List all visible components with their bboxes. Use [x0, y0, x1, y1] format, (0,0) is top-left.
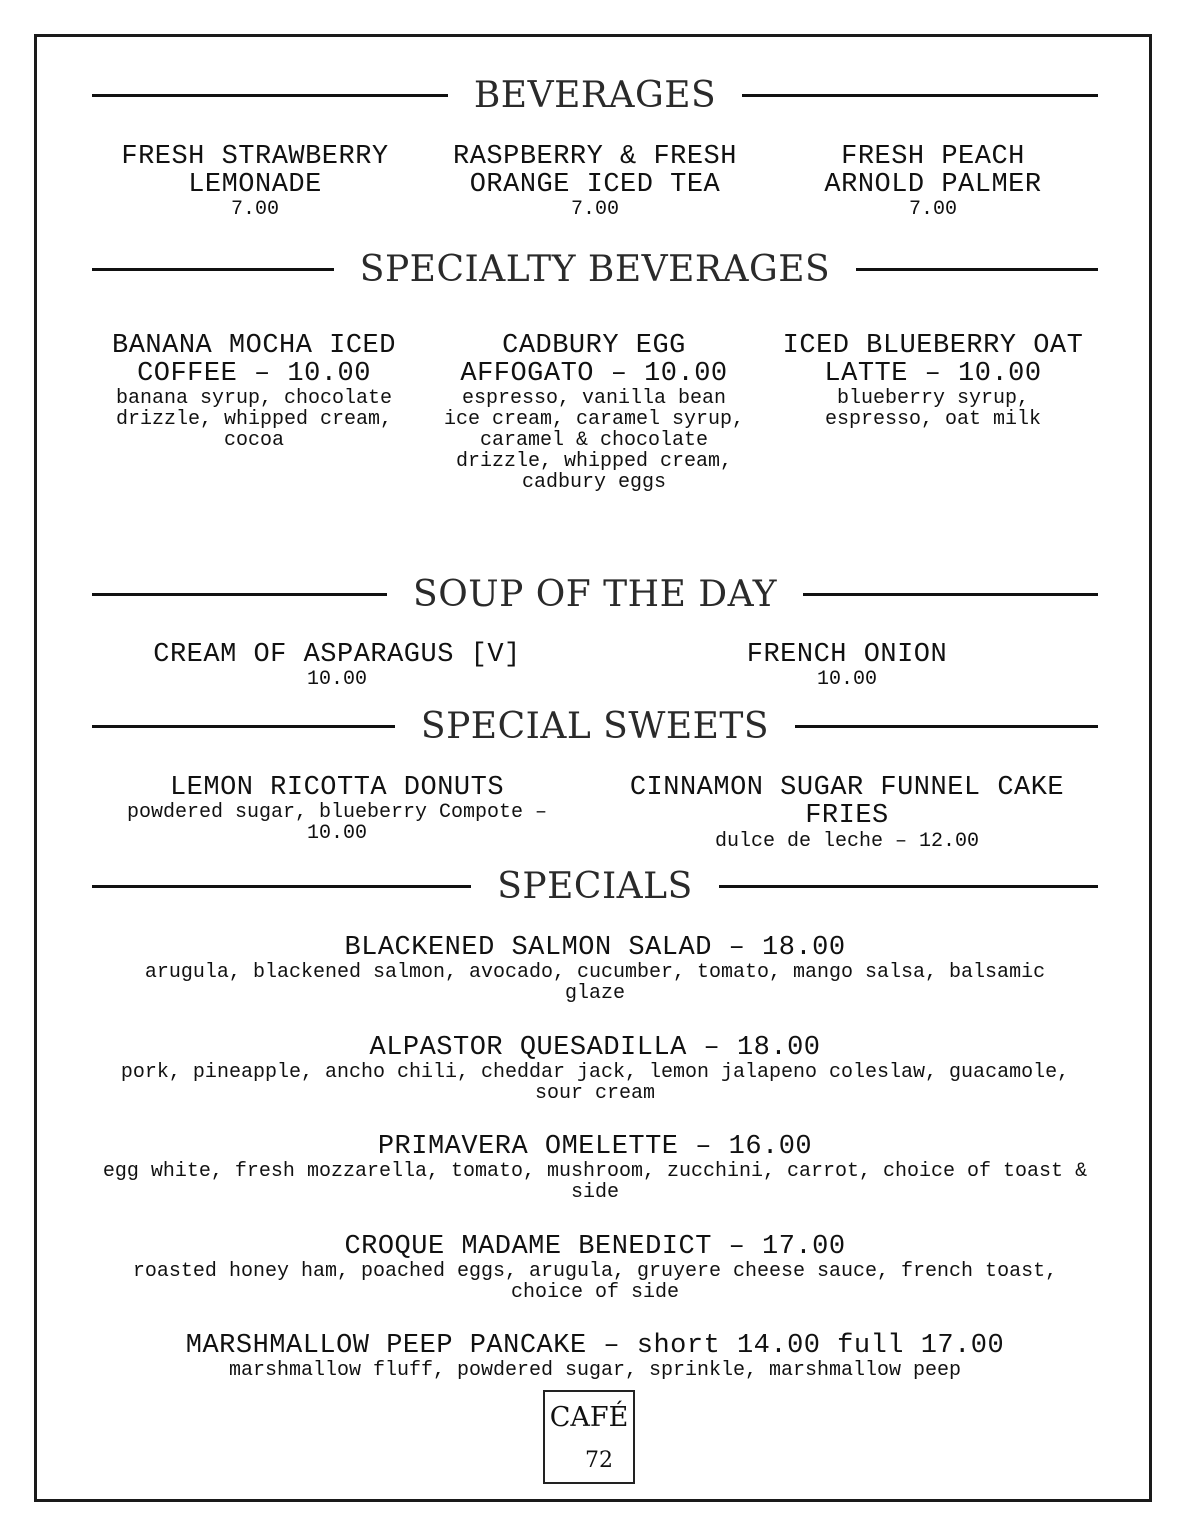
- logo-wordmark: CAFÉ: [549, 1402, 629, 1433]
- menu-item: [92, 1332, 1098, 1381]
- item-price: 7.00: [908, 198, 957, 221]
- cafe-logo: [543, 1390, 635, 1484]
- menu-item: [90, 143, 420, 220]
- section-specials: [92, 861, 1098, 911]
- item-name: LEMON RICOTTA DONUTS: [169, 773, 505, 803]
- item-name: PRIMAVERA OMELETTE – 16.00: [377, 1132, 813, 1162]
- divider-line: [795, 725, 1098, 728]
- divider-line: [803, 593, 1098, 596]
- item-name: CADBURY EGG AFFOGATO – 10.00: [460, 331, 728, 389]
- menu-item: [92, 934, 1098, 1004]
- item-name: BANANA MOCHA ICED COFFEE – 10.00: [112, 331, 396, 389]
- divider-line: [92, 593, 387, 596]
- item-description: marshmallow fluff, powdered sugar, sprinkle, marshmallow peep: [228, 1359, 962, 1382]
- item-name: MARSHMALLOW PEEP PANCAKE – short 14.00 full 17.00: [185, 1331, 1005, 1361]
- section-soup-of-the-day: [92, 569, 1098, 619]
- item-description: espresso, vanilla bean ice cream, caramel syrup, caramel & chocolate drizzle, whipped cream, cadbury eggs: [443, 387, 745, 494]
- item-name: CINNAMON SUGAR FUNNEL CAKE FRIES: [629, 773, 1065, 831]
- item-description: roasted honey ham, poached eggs, arugula, gruyere cheese sauce, french toast, choice of side: [132, 1260, 1058, 1304]
- menu-item: [92, 1233, 1098, 1303]
- item-name: FRESH PEACH ARNOLD PALMER: [824, 142, 1042, 200]
- item-name: FRESH STRAWBERRY LEMONADE: [121, 142, 389, 200]
- section-beverages: [92, 70, 1098, 120]
- section-special-sweets: [92, 701, 1098, 751]
- item-description: pork, pineapple, ancho chili, cheddar jack, lemon jalapeno coleslaw, guacamole, sour cream: [120, 1061, 1070, 1105]
- item-description: egg white, fresh mozzarella, tomato, mushroom, zucchini, carrot, choice of toast & side: [102, 1160, 1088, 1204]
- item-price: 7.00: [230, 198, 279, 221]
- divider-line: [92, 725, 395, 728]
- item-description: banana syrup, chocolate drizzle, whipped cream, cocoa: [115, 387, 393, 452]
- menu-item: [768, 143, 1098, 220]
- divider-line: [92, 885, 471, 888]
- menu-item: [92, 1133, 1098, 1203]
- menu-item: [430, 143, 760, 220]
- section-title: SPECIALTY BEVERAGES: [359, 248, 831, 290]
- item-price: 10.00: [816, 668, 877, 691]
- section-specialty-beverages: [92, 244, 1098, 294]
- menu-item: [429, 332, 759, 493]
- item-name: CREAM OF ASPARAGUS [V]: [153, 640, 521, 670]
- item-name: FRENCH ONION: [746, 640, 948, 670]
- menu-item: [602, 774, 1092, 852]
- item-name: ALPASTOR QUESADILLA – 18.00: [369, 1033, 821, 1063]
- menu-item: [768, 332, 1098, 430]
- item-price: 7.00: [570, 198, 619, 221]
- menu-item: [89, 332, 419, 451]
- divider-line: [92, 268, 334, 271]
- item-name: RASPBERRY & FRESH ORANGE ICED TEA: [453, 142, 737, 200]
- item-price: 10.00: [306, 668, 367, 691]
- section-title: SOUP OF THE DAY: [413, 573, 777, 615]
- section-title: BEVERAGES: [473, 74, 717, 116]
- item-name: BLACKENED SALMON SALAD – 18.00: [344, 933, 846, 963]
- divider-line: [719, 885, 1098, 888]
- item-description: blueberry syrup, espresso, oat milk: [824, 387, 1042, 431]
- logo-number: 72: [585, 1448, 613, 1473]
- section-title: SPECIALS: [497, 865, 693, 907]
- menu-item: [92, 774, 582, 844]
- item-name: ICED BLUEBERRY OAT LATTE – 10.00: [782, 331, 1084, 389]
- item-description: arugula, blackened salmon, avocado, cucumber, tomato, mango salsa, balsamic glaze: [144, 961, 1046, 1005]
- item-description: dulce de leche – 12.00: [714, 830, 980, 853]
- divider-line: [856, 268, 1098, 271]
- item-description: powdered sugar, blueberry Compote – 10.00: [126, 801, 548, 845]
- divider-line: [92, 94, 448, 97]
- section-title: SPECIAL SWEETS: [420, 705, 770, 747]
- menu-item: [602, 641, 1092, 690]
- item-name: CROQUE MADAME BENEDICT – 17.00: [344, 1232, 846, 1262]
- menu-item: [92, 641, 582, 690]
- divider-line: [742, 94, 1098, 97]
- menu-item: [92, 1034, 1098, 1104]
